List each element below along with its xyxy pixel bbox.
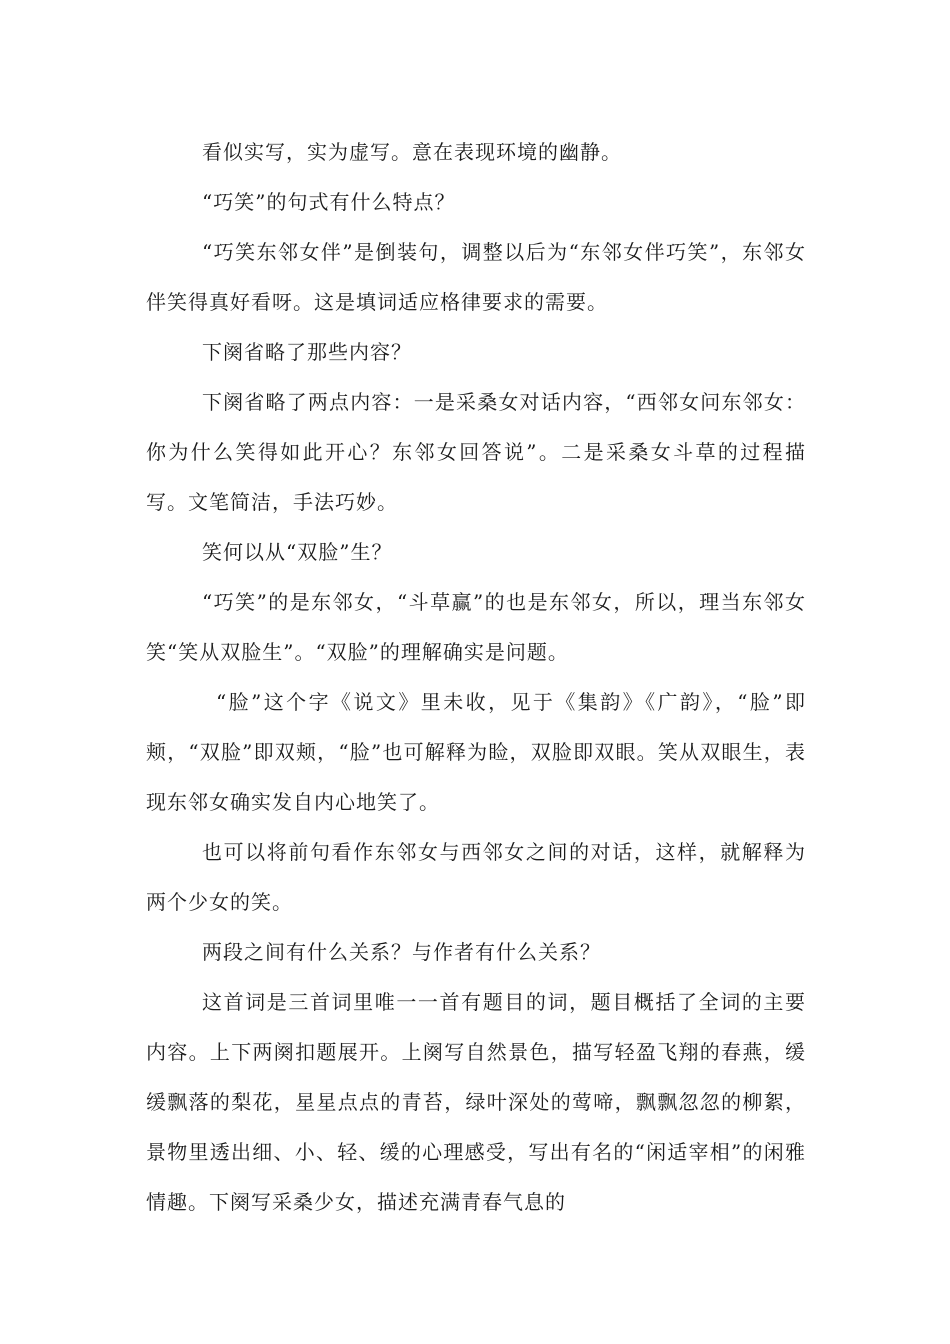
paragraph-11: 这首词是三首词里唯一一首有题目的词，题目概括了全词的主要内容。上下两阕扣题展开。上阕写自然景色，描写轻盈飞翔的春燕，缓缓飘落的梨花，星星点点的青苔，绿叶深处的莺啼，飘飘忽忽的柳絮，景物里透出细、小、轻、缓的心理感受，写出有名的“闲适宰相”的闲雅情趣。下阕写采桑少女，描述充满青春气息的 <box>146 990 806 1214</box>
paragraph-7: “巧笑”的是东邻女，“斗草赢”的也是东邻女，所以，理当东邻女笑“笑从双脸生”。“双脸”的理解确实是问题。 <box>146 590 806 664</box>
paragraph-4-question: 下阕省略了那些内容？ <box>202 340 412 364</box>
paragraph-2-question: “巧笑”的句式有什么特点？ <box>202 190 456 214</box>
document-body <box>146 127 806 1227</box>
paragraph-9: 也可以将前句看作东邻女与西邻女之间的对话，这样，就解释为两个少女的笑。 <box>146 840 806 914</box>
paragraph-5: 下阕省略了两点内容：一是采桑女对话内容，“西邻女问东邻女：你为什么笑得如此开心？东邻女回答说”。二是采桑女斗草的过程描写。文笔简洁，手法巧妙。 <box>146 390 806 514</box>
paragraph-10-question: 两段之间有什么关系？与作者有什么关系？ <box>202 940 601 964</box>
paragraph-3: “巧笑东邻女伴”是倒装句，调整以后为“东邻女伴巧笑”，东邻女伴笑得真好看呀。这是填词适应格律要求的需要。 <box>146 240 806 314</box>
paragraph-8: “脸”这个字《说文》里未收，见于《集韵》《广韵》，“脸”即颊，“双脸”即双颊，“脸”也可解释为睑，双脸即双眼。笑从双眼生，表现东邻女确实发自内心地笑了。 <box>146 690 806 814</box>
paragraph-1: 看似实写，实为虚写。意在表现环境的幽静。 <box>202 140 622 164</box>
paragraph-6-question: 笑何以从“双脸”生？ <box>202 540 393 564</box>
